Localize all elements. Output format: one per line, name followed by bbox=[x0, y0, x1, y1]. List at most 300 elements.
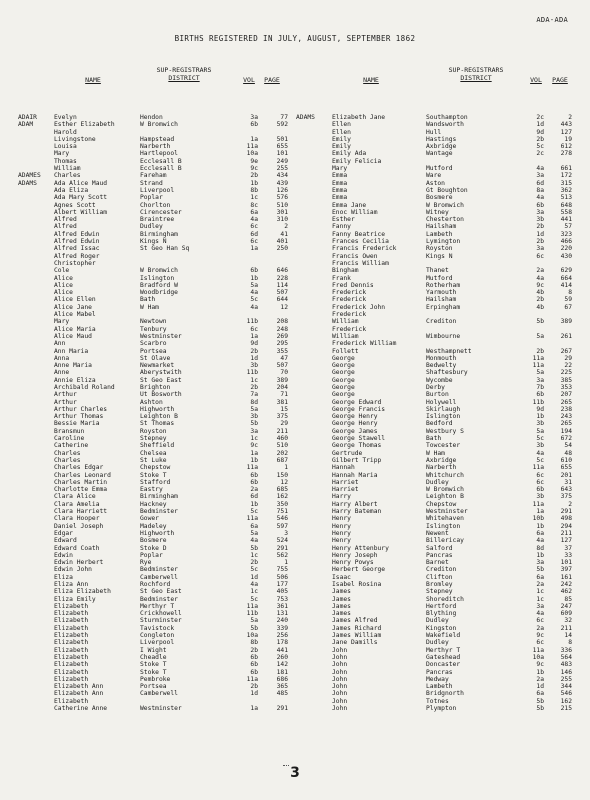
entry-row bbox=[18, 559, 290, 566]
entry-row bbox=[18, 537, 290, 544]
entry-vol: 4a bbox=[536, 194, 544, 202]
entry-given-names: Elizabeth bbox=[54, 632, 89, 640]
entry-page: 339 bbox=[276, 624, 288, 632]
entry-given-names: Emma bbox=[332, 194, 348, 202]
entry-vol: 3b bbox=[536, 420, 544, 428]
entry-row bbox=[296, 574, 578, 581]
entry-page: 48 bbox=[564, 449, 572, 457]
entry-row bbox=[18, 552, 290, 559]
entry-page: 211 bbox=[560, 624, 572, 632]
entry-vol: 5c bbox=[250, 508, 258, 516]
entry-vol: 2b bbox=[536, 223, 544, 231]
entry-given-names: John bbox=[332, 683, 348, 691]
entry-page: 375 bbox=[560, 493, 572, 501]
entry-vol: 11a bbox=[532, 362, 544, 370]
vol-header-left: VOL bbox=[243, 76, 255, 84]
entry-vol: 5b bbox=[250, 420, 258, 428]
entry-vol: 9e bbox=[250, 157, 258, 165]
entry-district: Cheadle bbox=[140, 653, 167, 661]
entry-vol: 11b bbox=[246, 318, 258, 326]
entry-vol: 5c bbox=[536, 456, 544, 464]
entry-vol: 3a bbox=[536, 172, 544, 180]
entry-given-names: Enoc William bbox=[332, 208, 378, 216]
entry-page: 265 bbox=[560, 420, 572, 428]
entry-given-names: Louisa bbox=[54, 143, 77, 151]
entry-vol: 8d bbox=[536, 544, 544, 552]
entry-given-names: George Stawell bbox=[332, 435, 386, 443]
entry-district: Hackney bbox=[140, 500, 167, 508]
entry-vol: 4a bbox=[536, 165, 544, 173]
entry-district: Sturminster bbox=[140, 617, 182, 625]
entry-page: 177 bbox=[276, 581, 288, 588]
entry-vol: 7b bbox=[536, 383, 544, 391]
entry-vol: 4b bbox=[536, 303, 544, 311]
entry-district: Chepstow bbox=[140, 464, 171, 472]
entry-row bbox=[296, 355, 578, 362]
entry-vol: 4a bbox=[536, 610, 544, 618]
entry-row bbox=[18, 654, 290, 661]
entry-given-names: John bbox=[332, 690, 348, 698]
entry-row bbox=[18, 493, 290, 500]
vol-header-right: VOL bbox=[530, 76, 542, 84]
entry-vol: 9c bbox=[536, 281, 544, 289]
entry-page: 362 bbox=[560, 186, 572, 194]
entry-given-names: Anne Maria bbox=[54, 362, 92, 370]
entry-district: Bedwelty bbox=[426, 362, 457, 370]
entry-given-names: Gilbert Tripp bbox=[332, 456, 382, 464]
entry-district: Crediton bbox=[426, 318, 457, 326]
entry-page: 146 bbox=[560, 668, 572, 676]
entry-vol: 1c bbox=[250, 194, 258, 202]
entry-vol: 4a bbox=[250, 216, 258, 224]
entry-row bbox=[18, 318, 290, 325]
entry-vol: 8b bbox=[250, 186, 258, 194]
entry-vol: 8b bbox=[250, 639, 258, 647]
entry-district: Mutford bbox=[426, 165, 453, 173]
entry-row bbox=[296, 260, 578, 267]
entry-given-names: Harry Albert bbox=[332, 500, 378, 508]
entry-row bbox=[18, 180, 290, 187]
entry-row bbox=[296, 121, 578, 128]
entry-district: W Bromwich bbox=[426, 486, 464, 494]
entry-vol: 1a bbox=[250, 705, 258, 713]
entry-district: Braintree bbox=[140, 216, 175, 224]
entry-row bbox=[296, 180, 578, 187]
entry-vol: 3b bbox=[250, 413, 258, 421]
entry-vol: 9d bbox=[536, 128, 544, 136]
entry-district: Fareham bbox=[140, 172, 167, 180]
entry-row bbox=[296, 669, 578, 676]
entry-district: Witney bbox=[426, 208, 449, 216]
entry-given-names: Elizabeth Ann bbox=[54, 683, 104, 691]
entry-given-names: Elizabeth bbox=[54, 675, 89, 683]
entry-vol: 11a bbox=[246, 464, 258, 472]
entry-district: Axbridge bbox=[426, 143, 457, 151]
entry-district: Billericay bbox=[426, 537, 464, 545]
entry-given-names: Annie Eliza bbox=[54, 376, 96, 384]
entry-page: 194 bbox=[560, 427, 572, 435]
entry-district: W Bromwich bbox=[426, 201, 464, 209]
entry-given-names: Elizabeth bbox=[54, 661, 89, 669]
entry-given-names: William bbox=[54, 165, 81, 173]
entry-row bbox=[296, 267, 578, 274]
entry-given-names: Emma Jane bbox=[332, 201, 367, 209]
entry-row bbox=[296, 493, 578, 500]
entry-row bbox=[18, 158, 290, 165]
entry-given-names: Edwin bbox=[54, 551, 73, 559]
entry-district: Highworth bbox=[140, 405, 175, 413]
entry-page: 3 bbox=[284, 529, 288, 537]
entry-given-names: Arthur bbox=[54, 391, 77, 399]
entry-district: Aston bbox=[426, 179, 445, 187]
entry-vol: 11a bbox=[246, 515, 258, 523]
entry-page: 37 bbox=[564, 544, 572, 552]
entry-given-names: Agnes Scott bbox=[54, 201, 96, 209]
entry-given-names: Emily bbox=[332, 143, 351, 151]
entry-page: 201 bbox=[560, 471, 572, 479]
entry-given-names: Henry Powys bbox=[332, 559, 374, 567]
entry-page: 291 bbox=[276, 705, 288, 713]
entry-given-names: Edwin John bbox=[54, 566, 92, 574]
entry-page: 225 bbox=[560, 369, 572, 377]
entry-given-names: Alice Mabel bbox=[54, 311, 96, 319]
entry-page: 207 bbox=[560, 391, 572, 399]
entry-page: 672 bbox=[560, 435, 572, 443]
entry-page: 101 bbox=[560, 559, 572, 567]
entry-page: 243 bbox=[560, 413, 572, 421]
entry-district: Newtown bbox=[140, 318, 167, 326]
entry-given-names: Isabel Rosina bbox=[332, 581, 382, 588]
entry-page: 77 bbox=[280, 114, 288, 121]
entry-row bbox=[18, 676, 290, 683]
entry-vol: 4b bbox=[536, 289, 544, 297]
entry-vol: 5a bbox=[250, 529, 258, 537]
entry-district: Wantage bbox=[426, 150, 453, 158]
entry-given-names: Edward bbox=[54, 537, 77, 545]
entry-page: 211 bbox=[560, 529, 572, 537]
entry-given-names: Alfred bbox=[54, 216, 77, 224]
entry-page: 228 bbox=[276, 274, 288, 282]
entry-given-names: Daniel Joseph bbox=[54, 522, 104, 530]
entry-page: 546 bbox=[276, 515, 288, 523]
entry-given-names: George Thomas bbox=[332, 442, 382, 450]
entry-given-names: John bbox=[332, 668, 348, 676]
entry-page: 612 bbox=[560, 143, 572, 151]
entry-page: 498 bbox=[560, 515, 572, 523]
entry-district: Thanet bbox=[426, 267, 449, 275]
entry-row bbox=[18, 574, 290, 581]
entry-page: 14 bbox=[564, 632, 572, 640]
entry-vol: 1a bbox=[250, 332, 258, 340]
entry-district: Towcester bbox=[426, 442, 461, 450]
entry-vol: 5c bbox=[250, 296, 258, 304]
entry-row bbox=[296, 333, 578, 340]
entry-vol: 6b bbox=[250, 267, 258, 275]
entry-given-names: Evelyn bbox=[54, 114, 77, 121]
entry-row bbox=[18, 267, 290, 274]
entry-row bbox=[18, 530, 290, 537]
entry-given-names: Albert William bbox=[54, 208, 108, 216]
entry-district: Totnes bbox=[426, 697, 449, 705]
entry-page: 181 bbox=[276, 668, 288, 676]
entry-page: 755 bbox=[276, 566, 288, 574]
entry-given-names: Charles bbox=[54, 449, 81, 457]
entry-district: Blything bbox=[426, 610, 457, 618]
entry-row bbox=[18, 399, 290, 406]
entry-row bbox=[18, 545, 290, 552]
entry-given-names: Esther bbox=[332, 216, 355, 224]
entry-row bbox=[18, 450, 290, 457]
entry-district: Islington bbox=[426, 522, 461, 530]
entry-vol: 2a bbox=[536, 581, 544, 588]
entry-page: 381 bbox=[276, 398, 288, 406]
entry-given-names: Bransmun bbox=[54, 427, 85, 435]
entry-district: Gt Boughton bbox=[426, 186, 468, 194]
entry-page: 269 bbox=[276, 332, 288, 340]
entry-vol: 6d bbox=[250, 230, 258, 238]
entry-row bbox=[18, 588, 290, 595]
entry-vol: 1b bbox=[536, 551, 544, 559]
entry-page: 414 bbox=[560, 281, 572, 289]
entry-vol: 1d bbox=[250, 690, 258, 698]
entry-district: W Ham bbox=[140, 303, 159, 311]
entry-given-names: Christopher bbox=[54, 259, 96, 267]
entry-row bbox=[18, 435, 290, 442]
entry-vol: 3a bbox=[536, 245, 544, 253]
entry-row bbox=[296, 661, 578, 668]
entry-given-names: Charles Martin bbox=[54, 478, 108, 486]
entry-given-names: Elizabeth bbox=[54, 653, 89, 661]
entry-row bbox=[296, 632, 578, 639]
entry-page: 389 bbox=[276, 376, 288, 384]
entry-row bbox=[296, 129, 578, 136]
entry-row bbox=[18, 515, 290, 522]
entry-vol: 5a bbox=[536, 369, 544, 377]
entry-page: 485 bbox=[276, 690, 288, 698]
entry-vol: 6d bbox=[536, 179, 544, 187]
entry-vol: 6c bbox=[536, 639, 544, 647]
entry-page: 220 bbox=[560, 245, 572, 253]
entry-given-names: Frederick John bbox=[332, 303, 386, 311]
entry-district: Birmingham bbox=[140, 493, 178, 501]
entry-given-names: Ann Maria bbox=[54, 347, 89, 355]
entry-given-names: Arthur Charles bbox=[54, 405, 108, 413]
district-header-right: SUP-REGISTRARS DISTRICT bbox=[448, 66, 504, 82]
entry-row bbox=[18, 420, 290, 427]
entry-district: Whitehaven bbox=[426, 515, 464, 523]
entry-row bbox=[296, 508, 578, 515]
entry-district: Stafford bbox=[140, 478, 171, 486]
entry-district: Gower bbox=[140, 515, 159, 523]
entry-page: 361 bbox=[276, 602, 288, 610]
entry-district: St Olave bbox=[140, 354, 171, 362]
entry-district: Dudley bbox=[426, 617, 449, 625]
name-header-right: NAME bbox=[363, 76, 379, 84]
entry-row bbox=[296, 245, 578, 252]
entry-page: 247 bbox=[560, 602, 572, 610]
page-number: 3 bbox=[290, 765, 300, 781]
entry-row bbox=[18, 413, 290, 420]
entry-row bbox=[18, 150, 290, 157]
entry-row bbox=[18, 129, 290, 136]
entry-row bbox=[296, 676, 578, 683]
entry-district: Bradford W bbox=[140, 281, 178, 289]
entry-page: 1 bbox=[284, 559, 288, 567]
entry-given-names: Alice Ellen bbox=[54, 296, 96, 304]
entry-row bbox=[296, 399, 578, 406]
entry-row bbox=[296, 172, 578, 179]
entry-district: Newent bbox=[426, 529, 449, 537]
entry-page: 41 bbox=[280, 230, 288, 238]
entry-district: Crickhowell bbox=[140, 610, 182, 618]
entry-page: 323 bbox=[560, 230, 572, 238]
entry-page: 161 bbox=[560, 573, 572, 581]
entry-vol: 1a bbox=[250, 135, 258, 143]
entry-vol: 6a bbox=[536, 573, 544, 581]
entry-row bbox=[18, 326, 290, 333]
entry-district: Islington bbox=[140, 274, 175, 282]
entry-vol: 2b bbox=[536, 135, 544, 143]
entry-given-names: Ada Eliza bbox=[54, 186, 89, 194]
entry-given-names: Caroline bbox=[54, 435, 85, 443]
entry-vol: 3a bbox=[536, 376, 544, 384]
entry-page: 686 bbox=[276, 675, 288, 683]
entry-page: 8 bbox=[568, 289, 572, 297]
entry-given-names: Alice bbox=[54, 289, 73, 297]
entry-vol: 5a bbox=[250, 281, 258, 289]
entry-district: Monmouth bbox=[426, 354, 457, 362]
entry-row bbox=[296, 311, 578, 318]
entry-district: Pancras bbox=[426, 668, 453, 676]
entry-page: 19 bbox=[564, 135, 572, 143]
entry-given-names: Catherine Anne bbox=[54, 705, 108, 713]
entry-vol: 2c bbox=[536, 150, 544, 158]
entry-row bbox=[296, 296, 578, 303]
entry-district: Scarbro bbox=[140, 340, 167, 348]
entry-row bbox=[18, 639, 290, 646]
entry-given-names: Bingham bbox=[332, 267, 359, 275]
entry-row bbox=[296, 647, 578, 654]
entry-given-names: Francis Frederick bbox=[332, 245, 397, 253]
entry-row bbox=[296, 369, 578, 376]
entry-given-names: Follett bbox=[332, 347, 359, 355]
entry-page: 240 bbox=[276, 617, 288, 625]
entry-district: Wimbourne bbox=[426, 332, 461, 340]
entry-given-names: George Henry bbox=[332, 413, 378, 421]
entry-district: St Geo Han Sq bbox=[140, 245, 190, 253]
entry-page: 655 bbox=[560, 464, 572, 472]
entry-given-names: John bbox=[332, 697, 348, 705]
entry-given-names: Henry bbox=[332, 529, 351, 537]
entry-given-names: Edward Coath bbox=[54, 544, 100, 552]
entry-given-names: Elizabeth bbox=[54, 610, 89, 618]
entry-page: 401 bbox=[276, 238, 288, 246]
entry-row bbox=[18, 632, 290, 639]
entry-page: 250 bbox=[276, 245, 288, 253]
entry-page: 610 bbox=[560, 456, 572, 464]
entry-vol: 11b bbox=[246, 369, 258, 377]
entry-given-names: Fanny bbox=[332, 223, 351, 231]
entry-row bbox=[296, 464, 578, 471]
entry-given-names: Ellen bbox=[332, 128, 351, 136]
entry-row bbox=[296, 610, 578, 617]
entry-row bbox=[296, 377, 578, 384]
entry-page: 32 bbox=[564, 617, 572, 625]
entry-district: Gateshead bbox=[426, 653, 461, 661]
entry-given-names: Alice bbox=[54, 274, 73, 282]
entry-vol: 11b bbox=[246, 610, 258, 618]
entry-vol: 4a bbox=[250, 303, 258, 311]
entry-given-names: Mary bbox=[332, 165, 348, 173]
entry-given-names: George Henry bbox=[332, 420, 378, 428]
entry-row bbox=[18, 333, 290, 340]
entry-vol: 2b bbox=[250, 559, 258, 567]
entry-page: 751 bbox=[276, 508, 288, 516]
entry-page: 114 bbox=[276, 281, 288, 289]
entry-row bbox=[18, 603, 290, 610]
entry-district: Bedford bbox=[426, 420, 453, 428]
entry-row bbox=[296, 413, 578, 420]
entry-district: Highworth bbox=[140, 529, 175, 537]
entry-given-names: Eliza bbox=[54, 573, 73, 581]
entry-vol: 9c bbox=[250, 165, 258, 173]
entry-vol: 4a bbox=[250, 537, 258, 545]
entry-page: 510 bbox=[276, 442, 288, 450]
entry-row bbox=[296, 420, 578, 427]
entry-vol: 5b bbox=[536, 318, 544, 326]
entry-row bbox=[18, 581, 290, 588]
entry-given-names: Eliza Emily bbox=[54, 595, 96, 603]
entry-given-names: Herbert George bbox=[332, 566, 386, 574]
entry-page: 506 bbox=[276, 573, 288, 581]
entry-page: 353 bbox=[560, 383, 572, 391]
entry-given-names: Anne bbox=[54, 369, 70, 377]
entry-page: 162 bbox=[276, 493, 288, 501]
entry-given-names: George James bbox=[332, 427, 378, 435]
entry-row bbox=[296, 654, 578, 661]
entry-given-names: Henry bbox=[332, 537, 351, 545]
entry-given-names: Henry bbox=[332, 515, 351, 523]
entry-given-names: Harold bbox=[54, 128, 77, 136]
entry-vol: 10b bbox=[532, 515, 544, 523]
entry-page: 291 bbox=[560, 508, 572, 516]
entry-row bbox=[18, 238, 290, 245]
entry-given-names: Alice Jane bbox=[54, 303, 92, 311]
entry-vol: 6b bbox=[250, 653, 258, 661]
entry-vol: 3a bbox=[250, 114, 258, 121]
entry-page: 172 bbox=[560, 172, 572, 180]
entry-page: 441 bbox=[560, 216, 572, 224]
entry-vol: 5c bbox=[536, 435, 544, 443]
entry-given-names: George bbox=[332, 369, 355, 377]
entry-district: Liverpool bbox=[140, 639, 175, 647]
entry-district: Portsea bbox=[140, 347, 167, 355]
entry-vol: 1c bbox=[250, 551, 258, 559]
entry-page: 385 bbox=[560, 376, 572, 384]
entry-vol: 3a bbox=[250, 427, 258, 435]
entry-page: 1 bbox=[284, 464, 288, 472]
entry-row bbox=[296, 143, 578, 150]
entry-given-names: Emma bbox=[332, 172, 348, 180]
page-header-left: PAGE bbox=[264, 76, 280, 84]
entry-row bbox=[18, 223, 290, 230]
entry-row bbox=[296, 136, 578, 143]
entry-vol: 2a bbox=[536, 675, 544, 683]
entry-vol: 6c bbox=[250, 238, 258, 246]
entry-row bbox=[296, 559, 578, 566]
entry-page: 101 bbox=[276, 150, 288, 158]
entry-row bbox=[296, 202, 578, 209]
